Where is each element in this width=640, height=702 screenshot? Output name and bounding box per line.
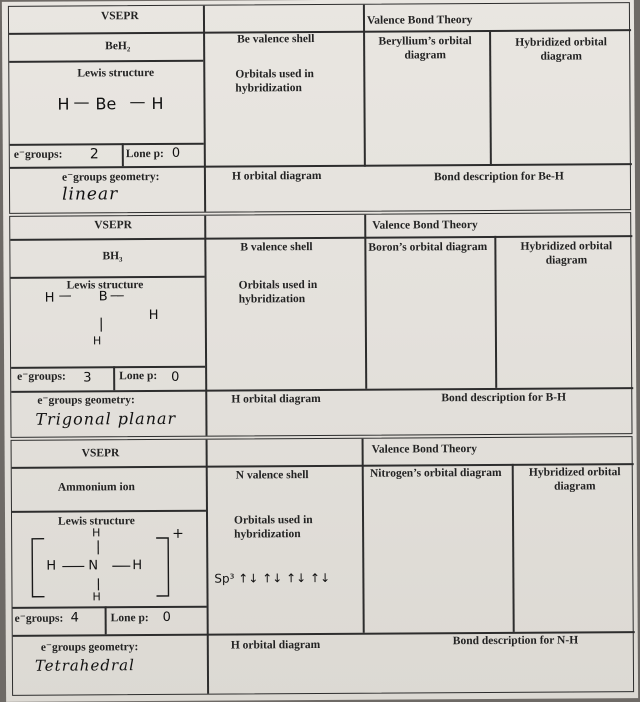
lewis-structure-label: Lewis structure: [77, 66, 154, 81]
lone-pairs-label: Lone p:: [119, 369, 157, 384]
hybridized-orbital-label: Hybridized orbital diagram: [520, 465, 630, 494]
molecule-name: BeH₂: [105, 39, 130, 54]
geometry-value: Trigonal planar: [35, 409, 176, 429]
lewis-h-left: H: [46, 559, 56, 574]
worksheet-page: [2, 0, 638, 702]
vsepr-heading: VSEPR: [82, 446, 120, 461]
atom-orbital-label: Nitrogen’s orbital diagram: [368, 466, 504, 481]
h-orbital-label: H orbital diagram: [231, 392, 321, 407]
vbt-heading: Valence Bond Theory: [372, 218, 478, 233]
vsepr-heading: VSEPR: [94, 218, 132, 233]
bond-line: |: [99, 316, 104, 332]
valence-shell-label: Be valence shell: [237, 32, 314, 47]
h-orbital-label: H orbital diagram: [231, 638, 321, 653]
egroups-value: 4: [71, 610, 79, 625]
vbt-heading: Valence Bond Theory: [372, 442, 478, 457]
geometry-label: e⁻groups geometry:: [62, 170, 160, 185]
lewis-h-bottom: H: [92, 590, 100, 603]
hybridized-orbital-label: Hybridized orbital diagram: [499, 35, 623, 65]
orbitals-used-label: Orbitals used in hybridization: [239, 278, 359, 307]
atom-orbital-label: Beryllium’s orbital diagram: [367, 34, 483, 63]
lewis-center-atom: N: [88, 558, 98, 573]
hybridization-note: Sp³ ↑↓ ↑↓ ↑↓ ↑↓: [214, 571, 330, 586]
geometry-label: e⁻groups geometry:: [41, 640, 139, 655]
bond-line: —: [73, 92, 89, 111]
vsepr-heading: VSEPR: [101, 9, 139, 24]
lewis-structure-label: Lewis structure: [67, 278, 144, 293]
lewis-h-left: H: [57, 95, 69, 114]
geometry-value: Tetrahedral: [35, 656, 135, 675]
lewis-center-atom: B: [99, 289, 108, 304]
lewis-h-right: H: [149, 308, 159, 323]
lewis-charge: +: [172, 526, 184, 542]
lewis-h-top: H: [92, 526, 100, 539]
bond-line: —: [59, 289, 72, 304]
bond-description-label: Bond description for B-H: [441, 390, 566, 405]
egroups-label: e⁻groups:: [17, 370, 66, 385]
section-beh2: [8, 2, 631, 214]
lewis-h-right: H: [132, 558, 142, 573]
section-bh3: [9, 212, 632, 438]
lewis-h-right: H: [151, 94, 163, 113]
lone-pairs-label: Lone p:: [126, 147, 164, 162]
hybridized-orbital-label: Hybridized orbital diagram: [506, 239, 626, 268]
h-orbital-label: H orbital diagram: [232, 169, 322, 184]
lewis-h-bottom: H: [93, 334, 101, 347]
lone-pairs-value: 0: [172, 146, 180, 161]
bond-line: ‾‾: [111, 294, 124, 309]
molecule-name: BH₃: [102, 249, 122, 263]
lewis-structure-label: Lewis structure: [58, 514, 135, 529]
valence-shell-label: B valence shell: [240, 240, 312, 255]
orbitals-used-label: Orbitals used in hybridization: [235, 67, 355, 96]
vbt-heading: Valence Bond Theory: [367, 13, 473, 28]
lewis-h-left: H: [45, 291, 55, 306]
bond-description-label: Bond description for N-H: [453, 633, 578, 648]
orbitals-used-label: Orbitals used in hybridization: [234, 513, 354, 542]
egroups-label: e⁻groups:: [14, 148, 63, 163]
bond-description-label: Bond description for Be-H: [434, 170, 564, 185]
egroups-label: e⁻groups:: [15, 612, 64, 627]
egroups-value: 2: [90, 146, 99, 162]
atom-orbital-label: Boron’s orbital diagram: [368, 240, 487, 255]
lone-pairs-value: 0: [163, 610, 171, 625]
lone-pairs-label: Lone p:: [111, 611, 149, 626]
section-ammonium: [11, 436, 635, 696]
lone-pairs-value: 0: [171, 370, 179, 385]
geometry-value: linear: [62, 184, 118, 204]
egroups-value: 3: [83, 370, 91, 385]
valence-shell-label: N valence shell: [236, 468, 309, 483]
molecule-name: Ammonium ion: [58, 480, 135, 495]
lewis-center-atom: Be: [95, 94, 116, 113]
bond-line: —: [129, 92, 145, 111]
geometry-label: e⁻groups geometry:: [37, 393, 135, 408]
